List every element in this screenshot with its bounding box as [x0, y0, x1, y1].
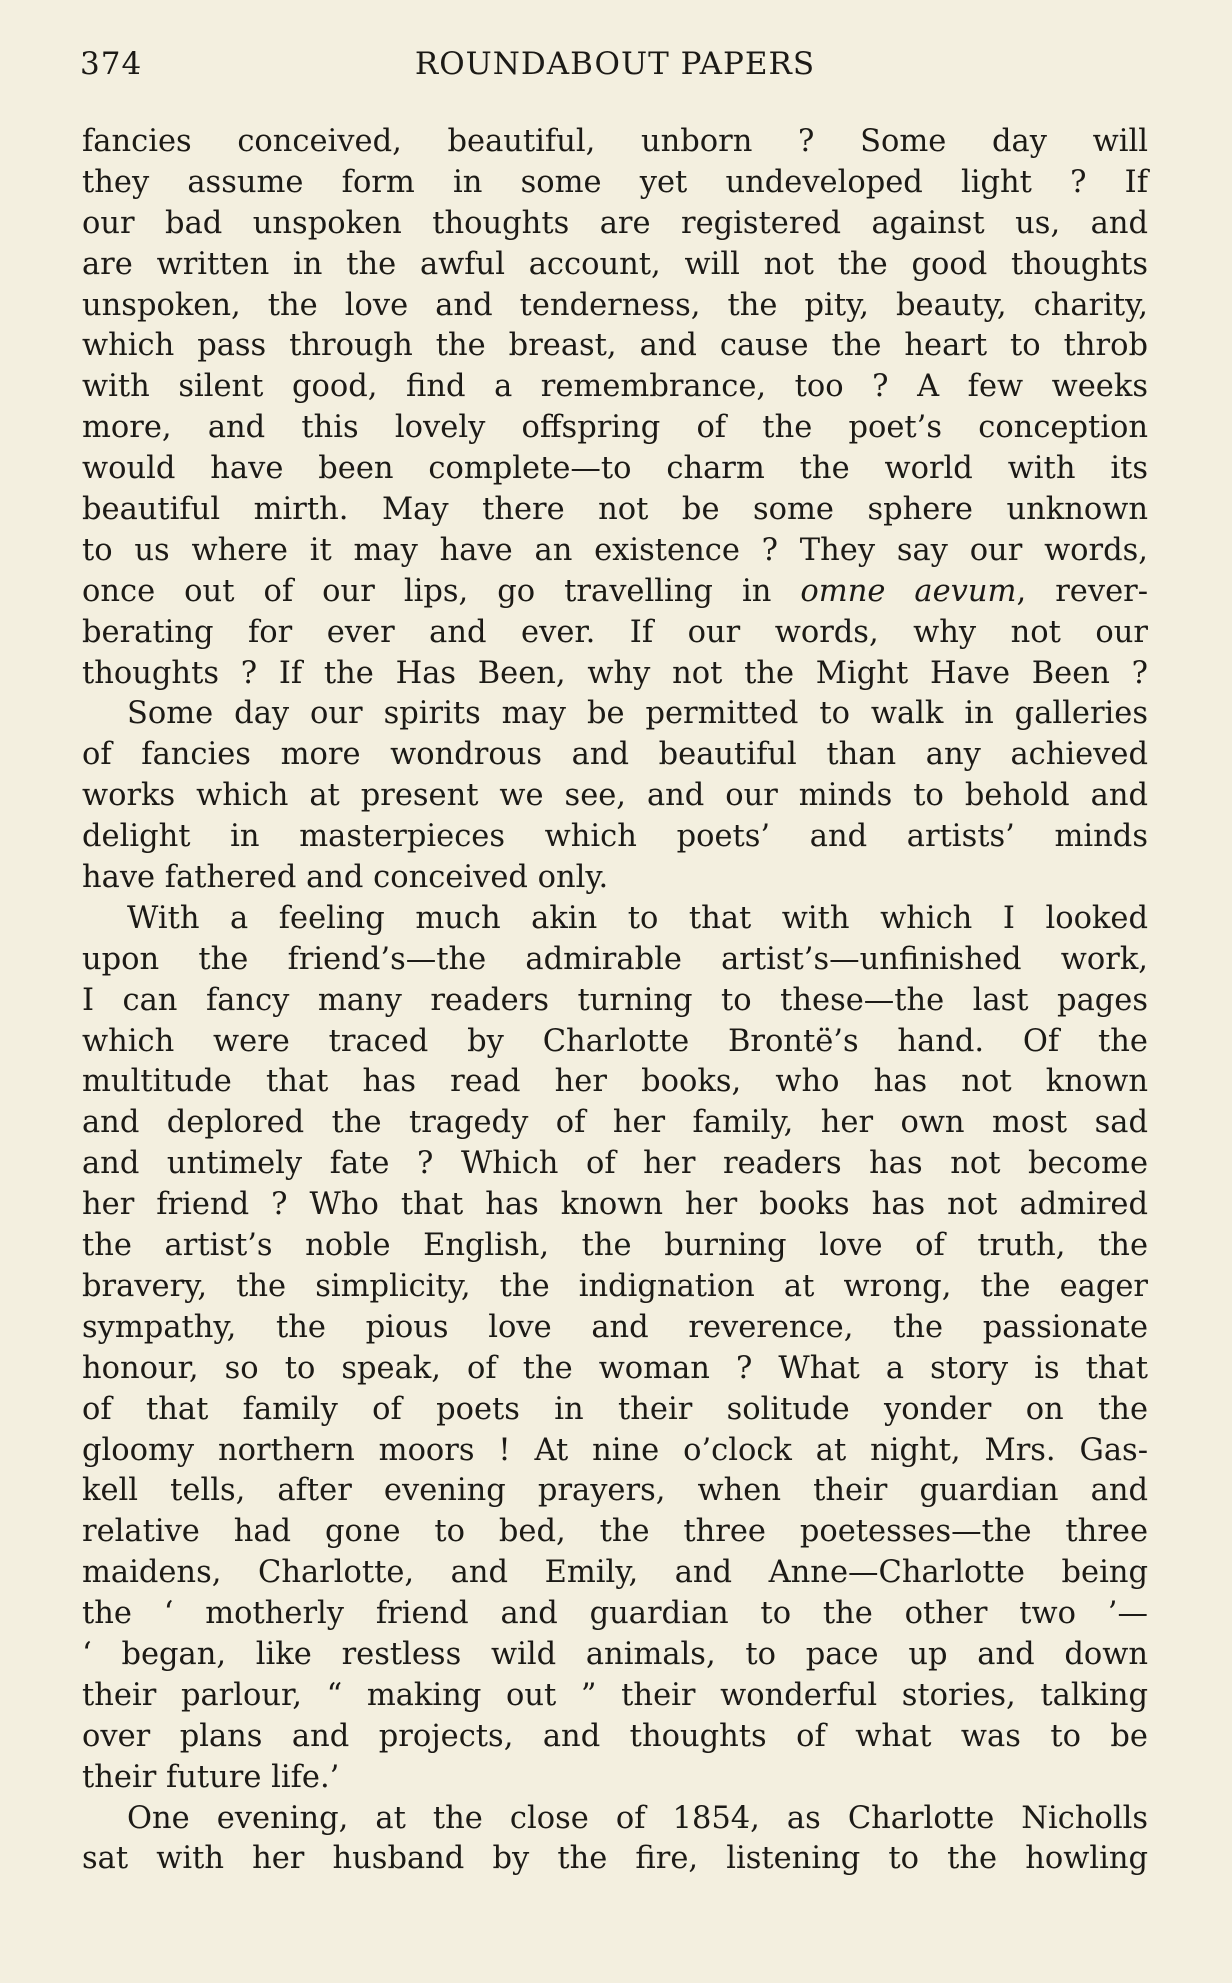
text-line: her friend ? Who that has known her books has not admired — [82, 1187, 1148, 1223]
text-line: thoughts ? If the Has Been, why not the Might Have Been ? — [82, 655, 1148, 691]
text-line: of that family of poets in their solitude yonder on the — [82, 1391, 1148, 1427]
text-line: are written in the awful account, will not the good thoughts — [82, 246, 1148, 282]
text-line: sympathy, the pious love and reverence, the passionate — [82, 1309, 1148, 1345]
text-line: to us where it may have an existence ? They say our words, — [82, 532, 1148, 568]
text-line: more, and this lovely offspring of the poet’s conception — [82, 410, 1148, 446]
running-head — [80, 46, 1150, 90]
page-number: 374 — [80, 46, 143, 82]
body-text — [82, 122, 1148, 1880]
text-line: ‘ began, like restless wild animals, to pace up and down — [82, 1636, 1148, 1672]
paragraph-start-line: With a feeling much akin to that with which I looked — [127, 900, 1148, 936]
text-line: berating for ever and ever. If our words, why not our — [82, 614, 1148, 650]
text-line: which pass through the breast, and cause the heart to throb — [82, 328, 1148, 364]
text-line: beautiful mirth. May there not be some sphere unknown — [82, 492, 1148, 528]
text-line: they assume form in some yet undeveloped light ? If — [82, 164, 1148, 200]
text-line: the ‘ motherly friend and guardian to the other two ’— — [82, 1596, 1148, 1632]
paragraph-start-line: One evening, at the close of 1854, as Charlotte Nicholls — [127, 1800, 1148, 1836]
text-line: multitude that has read her books, who has not known — [82, 1064, 1148, 1100]
text-line-with-italic — [82, 572, 1148, 613]
text-line: would have been complete—to charm the world with its — [82, 451, 1148, 487]
text-line: upon the friend’s—the admirable artist’s—unfinished work, — [82, 941, 1148, 977]
text-line: fancies conceived, beautiful, unborn ? Some day will — [82, 124, 1148, 159]
text-line: maidens, Charlotte, and Emily, and Anne—Charlotte being — [82, 1555, 1148, 1591]
text-line: over plans and projects, and thoughts of what was to be — [82, 1718, 1148, 1754]
text-line-start: once out of our lips, go travelling in — [82, 573, 801, 609]
text-line: kell tells, after evening prayers, when their guardian and — [82, 1473, 1148, 1509]
text-line: works which at present we see, and our minds to behold and — [82, 778, 1148, 814]
text-line: honour, so to speak, of the woman ? What a story is that — [82, 1350, 1148, 1386]
text-line: and untimely fate ? Which of her readers has not become — [82, 1146, 1148, 1182]
text-line: relative had gone to bed, the three poetesses—the three — [82, 1514, 1148, 1550]
text-line: bravery, the simplicity, the indignation at wrong, the eager — [82, 1268, 1148, 1304]
text-line: the artist’s noble English, the burning love of truth, the — [82, 1228, 1148, 1264]
paragraph-end-line: their future life.’ — [82, 1759, 340, 1795]
text-line: which were traced by Charlotte Brontë’s hand. Of the — [82, 1023, 1148, 1059]
text-line: their parlour, “ making out ” their wonderful stories, talking — [82, 1677, 1148, 1713]
text-line: delight in masterpieces which poets’ and artists’ minds — [82, 819, 1148, 855]
text-line: unspoken, the love and tenderness, the pity, beauty, charity, — [82, 287, 1148, 323]
text-line-end: , rever- — [1016, 573, 1149, 609]
paragraph-start-line: Some day our spirits may be permitted to walk in galleries — [127, 696, 1148, 732]
italic-phrase: omne aevum — [800, 573, 1017, 609]
text-line: I can fancy many readers turning to these—the last pages — [82, 982, 1148, 1018]
paragraph-end-line: have fathered and conceived only. — [82, 860, 609, 896]
text-line: with silent good, find a remembrance, too ? A few weeks — [82, 369, 1148, 405]
text-line: sat with her husband by the fire, listening to the howling — [82, 1841, 1148, 1877]
text-line: our bad unspoken thoughts are registered against us, and — [82, 205, 1148, 241]
text-line: gloomy northern moors ! At nine o’clock at night, Mrs. Gas- — [82, 1432, 1148, 1468]
running-title: ROUNDABOUT PAPERS — [414, 46, 816, 82]
text-line: and deplored the tragedy of her family, her own most sad — [82, 1105, 1148, 1141]
text-line: of fancies more wondrous and beautiful than any achieved — [82, 737, 1148, 773]
